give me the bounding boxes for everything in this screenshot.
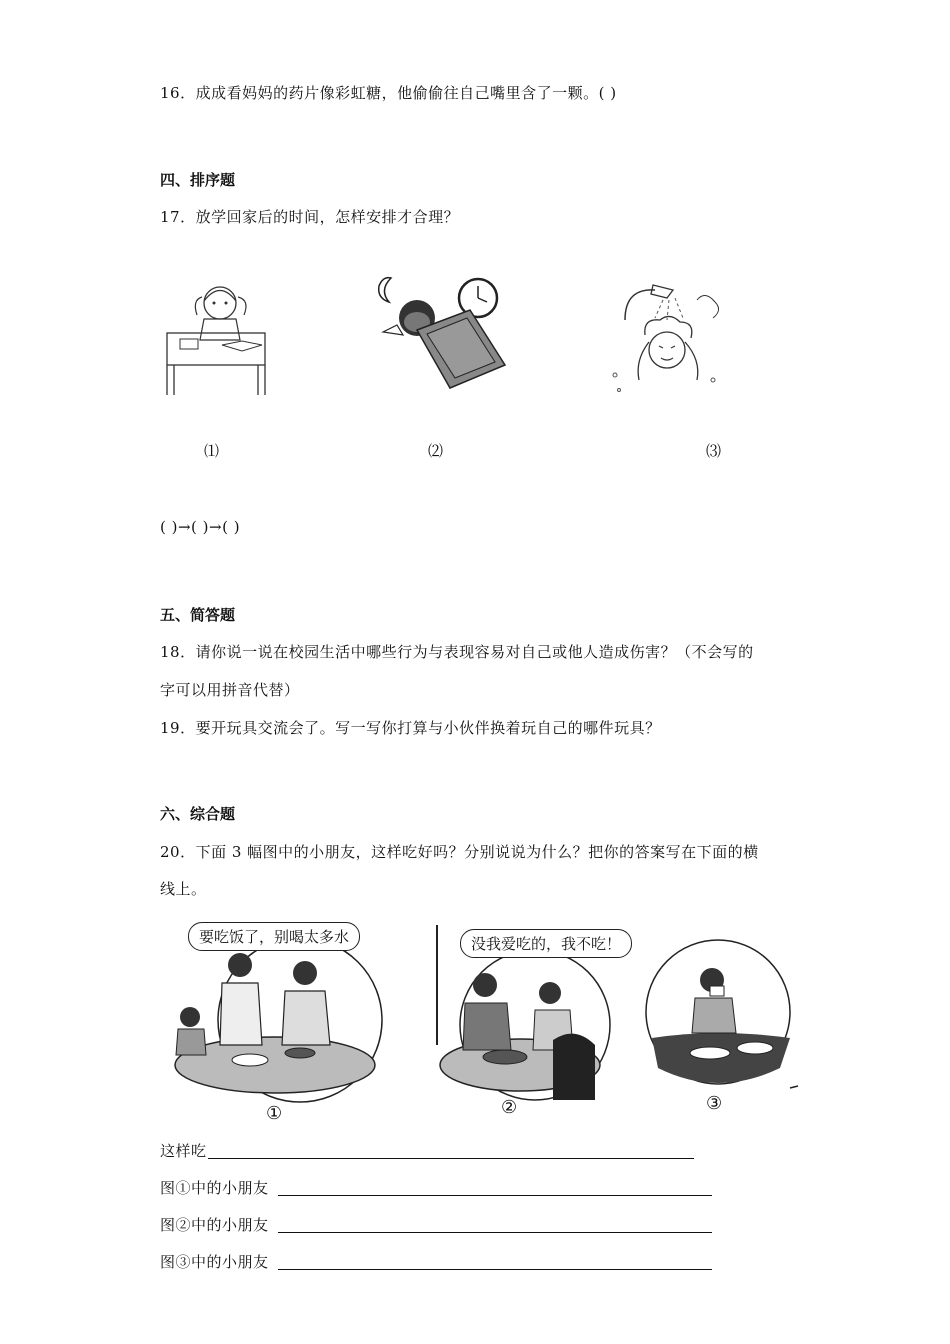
question-20-line2: 线上。 <box>160 880 207 898</box>
answer-line-3[interactable] <box>278 1232 712 1233</box>
question-17: 17．放学回家后的时间，怎样安排才合理？ <box>160 208 460 226</box>
picture-label-3: ③ <box>706 1093 723 1114</box>
section-heading-5: 五、简答题 <box>160 606 236 624</box>
answer-label-2: 图①中的小朋友 <box>160 1179 269 1197</box>
answer-label-4: 图③中的小朋友 <box>160 1253 269 1271</box>
illustration-sleeping <box>375 270 510 395</box>
picture-label-2: ② <box>501 1097 518 1118</box>
image-label-3: ⑶ <box>706 442 722 460</box>
question-20-line1: 20．下面 3 幅图中的小朋友，这样吃好吗？分别说说为什么？把你的答案写在下面的横 <box>160 843 759 861</box>
image-label-2: ⑵ <box>428 442 444 460</box>
illustration-meal-1 <box>170 915 395 1105</box>
speech-bubble-1: 要吃饭了，别喝太多水 <box>188 922 360 951</box>
answer-line-2[interactable] <box>278 1195 712 1196</box>
answer-line-4[interactable] <box>278 1269 712 1270</box>
image-label-1: ⑴ <box>204 442 220 460</box>
speech-bubble-2: 没我爱吃的，我不吃！ <box>460 929 632 958</box>
question-19: 19．要开玩具交流会了。写一写你打算与小伙伴换着玩自己的哪件玩具？ <box>160 719 661 737</box>
illustration-homework <box>162 275 272 400</box>
question-18-line2: 字可以用拼音代替） <box>160 681 300 699</box>
illustration-shower <box>605 280 725 405</box>
question-16: 16．成成看妈妈的药片像彩虹糖，他偷偷往自己嘴里含了一颗。( ) <box>160 84 617 102</box>
question-18-line1: 18．请你说一说在校园生活中哪些行为与表现容易对自己或他人造成伤害？（不会写的 <box>160 643 754 661</box>
answer-line-1[interactable] <box>208 1158 694 1159</box>
illustration-meal-3 <box>640 938 800 1098</box>
illustration-meal-2 <box>435 925 635 1105</box>
section-heading-4: 四、排序题 <box>160 171 236 189</box>
answer-label-1: 这样吃 <box>160 1142 207 1160</box>
section-heading-6: 六、综合题 <box>160 805 236 823</box>
answer-label-3: 图②中的小朋友 <box>160 1216 269 1234</box>
picture-label-1: ① <box>266 1103 283 1124</box>
order-answer-blanks[interactable]: ( )→( )→( ) <box>160 518 241 536</box>
